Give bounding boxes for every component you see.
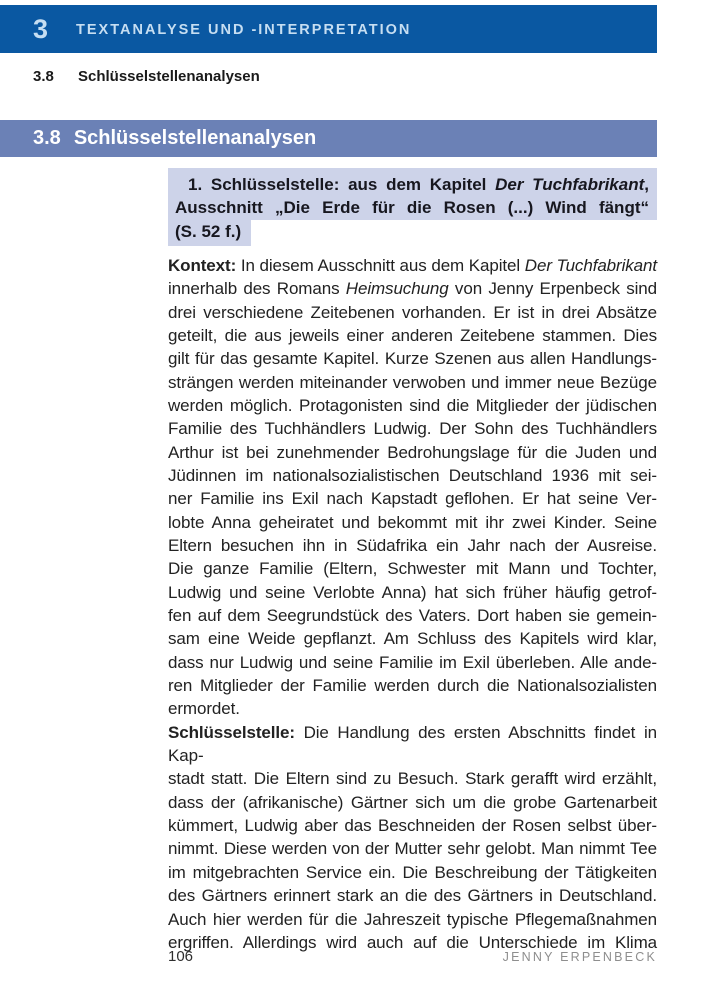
text-segment: Jüdinnen im nationalsozialistischen Deutschland 1936 mit sei- — [168, 465, 657, 485]
text-segment: Arthur ist bei zunehmender Bedrohungslage für die Juden und — [168, 442, 657, 462]
section-title: Schlüsselstellenanalysen — [73, 127, 317, 149]
text-segment: Schlüsselstelle: — [168, 722, 295, 742]
text-line — [168, 168, 657, 196]
text-segment: ermordet. — [168, 699, 240, 719]
text-line — [168, 557, 657, 580]
content-column — [168, 168, 657, 954]
text-segment: dass nur Ludwig und seine Familie im Exil überleben. Alle ande- — [168, 652, 657, 672]
running-head-number: 3.8 — [33, 68, 54, 85]
section-number: 3.8 — [33, 127, 61, 149]
page-number: 106 — [168, 948, 194, 965]
text-segment: Auch hier werden für die Jahreszeit typische Pflegemaßnahmen — [168, 909, 657, 929]
text-line — [168, 674, 657, 697]
text-segment: stadt statt. Die Eltern sind zu Besuch. Stark gerafft wird erzählt, — [168, 769, 657, 789]
text-segment: des Gärtners erinnert stark an die des Gärtners in Deutschland. — [168, 886, 657, 906]
text-line — [168, 837, 657, 860]
text-line — [168, 721, 657, 768]
text-line — [168, 511, 657, 534]
text-segment: Der Tuchfabrikant — [495, 175, 645, 194]
text-line — [168, 581, 657, 604]
text-line — [168, 627, 657, 650]
text-line — [168, 394, 657, 417]
text-line — [168, 277, 657, 300]
text-segment: Die Handlung des ersten Abschnitts findet in Kap- — [168, 722, 657, 766]
text-line — [168, 347, 657, 370]
text-segment: kümmert, Ludwig aber das Beschneiden der Rosen selbst über- — [168, 816, 657, 836]
text-line — [168, 301, 657, 324]
text-line — [168, 814, 657, 837]
text-line — [168, 651, 657, 674]
text-line — [168, 464, 657, 487]
text-segment: Der Tuchfabrikant — [524, 255, 657, 275]
text-segment: Die ganze Familie (Eltern, Schwester mit Mann und Tochter, — [168, 559, 657, 579]
text-segment: im mitgebrachten Service ein. Die Beschreibung der Tätigkeiten — [168, 862, 657, 882]
text-segment: 1. Schlüsselstelle: aus dem Kapitel — [188, 175, 496, 194]
section-header-bar — [0, 120, 657, 157]
text-segment: werden möglich. Protagonisten sind die Mitglieder der jüdischen — [168, 395, 657, 415]
chapter-banner — [0, 5, 657, 53]
text-segment: Ludwig und seine Verlobte Anna) hat sich früher häufig getrof- — [168, 582, 657, 602]
text-line — [168, 196, 657, 219]
text-line — [168, 441, 657, 464]
running-head-title: Schlüsselstellenanalysen — [78, 68, 260, 85]
text-segment: Ausschnitt „Die Erde für die Rosen (...) Wind fängt“ — [175, 198, 649, 218]
text-line — [168, 791, 657, 814]
text-segment: Eltern besuchen ihn in Südafrika ein Jahr nach der Ausreise. — [168, 536, 657, 556]
text-segment: ren Mitglieder der Familie werden durch die Nationalsozialisten — [168, 676, 657, 696]
running-head — [33, 68, 260, 85]
text-segment: ergriffen. Allerdings wird auch auf die Unterschiede im Klima — [168, 932, 657, 952]
text-line — [168, 324, 657, 347]
text-segment: Heimsuchung — [345, 279, 449, 299]
text-segment: , — [644, 175, 649, 194]
text-segment: strängen werden miteinander verwoben und immer neue Bezüge — [168, 372, 657, 392]
text-segment: In diesem Ausschnitt aus dem Kapitel — [236, 255, 525, 275]
text-segment: ner Familie ins Exil nach Kapstadt geflohen. Er hat seine Ver- — [168, 489, 657, 509]
text-segment: drei verschiedene Zeitebenen vorhanden. Er ist in drei Absätze — [168, 302, 657, 322]
text-segment: innerhalb des Romans — [168, 279, 346, 299]
text-segment: lobte Anna geheiratet und bekommt mit ihr zwei Kinder. Seine — [168, 512, 657, 532]
text-line — [168, 487, 657, 510]
text-line — [168, 908, 657, 931]
text-line — [168, 417, 657, 440]
footer-author: JENNY ERPENBECK — [502, 950, 657, 964]
text-line — [168, 254, 657, 277]
text-line — [168, 861, 657, 884]
text-segment: (S. 52 f.) — [175, 221, 242, 241]
text-line — [168, 767, 657, 790]
text-segment: geteilt, die aus jeweils einer anderen Zeitebene stammen. Dies — [168, 325, 657, 345]
body-text — [168, 254, 657, 954]
chapter-number: 3 — [33, 13, 49, 44]
page-footer — [168, 948, 657, 965]
text-segment: von Jenny Erpenbeck sind — [448, 279, 657, 299]
text-line — [168, 604, 657, 627]
text-line — [168, 534, 657, 557]
chapter-title: TEXTANALYSE UND -INTERPRETATION — [76, 22, 412, 38]
paragraph — [168, 721, 657, 954]
text-line — [168, 371, 657, 394]
text-line — [168, 697, 657, 720]
text-line — [168, 884, 657, 907]
text-segment: sam eine Weide gepflanzt. Am Schluss des Kapitels wird klar, — [168, 629, 657, 649]
text-line — [168, 220, 251, 246]
text-segment: gilt für das gesamte Kapitel. Kurze Szenen aus allen Handlungs- — [168, 349, 657, 369]
text-segment: Familie des Tuchhändlers Ludwig. Der Sohn des Tuchhändlers — [168, 419, 657, 439]
paragraph — [168, 254, 657, 721]
text-segment: nimmt. Diese werden von der Mutter sehr gelobt. Man nimmt Tee — [168, 839, 657, 859]
text-segment: Kontext: — [168, 255, 237, 275]
text-segment: dass der (afrikanische) Gärtner sich um die grobe Gartenarbeit — [168, 792, 657, 812]
text-segment: fen auf dem Seegrundstück des Vaters. Dort haben sie gemein- — [168, 606, 657, 626]
key-passage-heading — [168, 168, 657, 246]
